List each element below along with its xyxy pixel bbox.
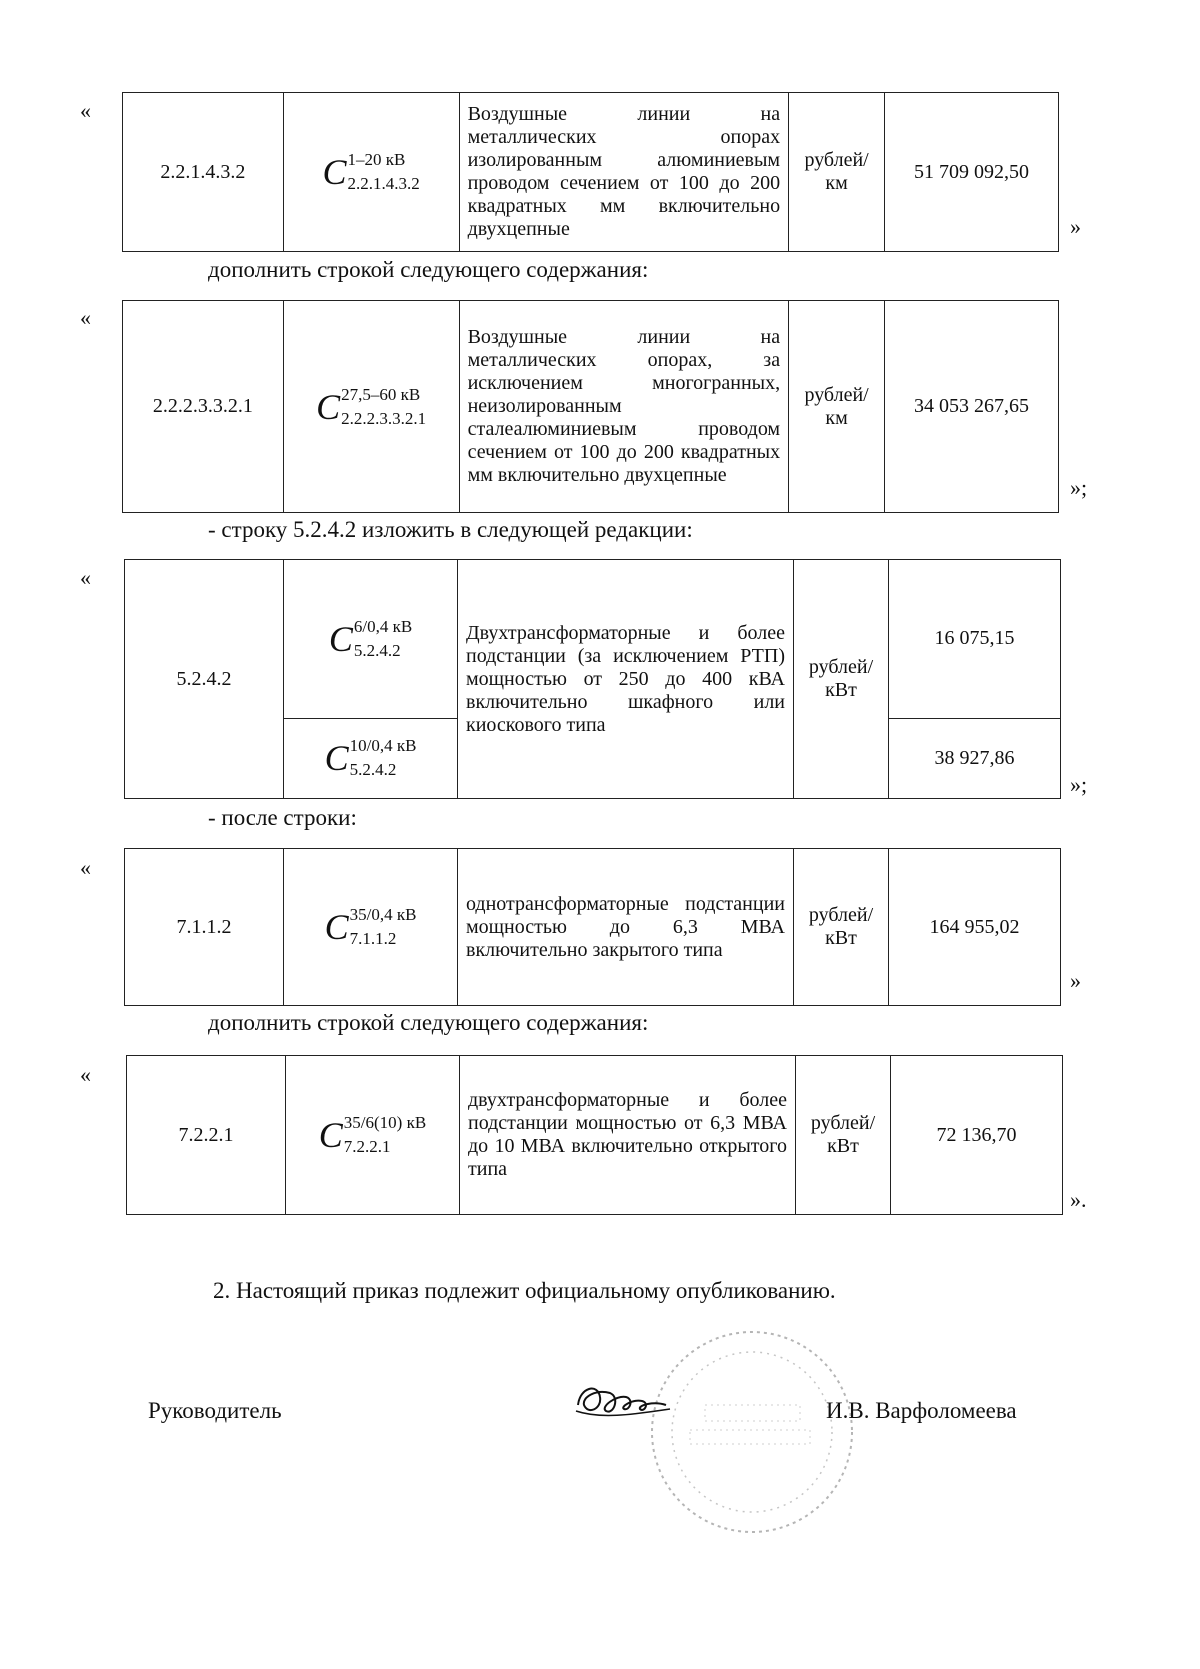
closing-quote: » xyxy=(1070,968,1081,993)
rate-symbol: C 6/0,4 кВ 5.2.4.2 xyxy=(284,560,458,719)
rate-symbol: C 1–20 кВ 2.2.1.4.3.2 xyxy=(283,93,459,252)
instruction-edit-row: - строку 5.2.4.2 изложить в следующей редакции: xyxy=(208,517,693,542)
opening-quote: « xyxy=(80,565,91,590)
row-code: 2.2.2.3.3.2.1 xyxy=(123,301,284,513)
row-price: 51 709 092,50 xyxy=(885,93,1059,252)
table-row xyxy=(123,93,1059,252)
row-price: 164 955,02 xyxy=(889,849,1061,1006)
opening-quote: « xyxy=(80,855,91,880)
table-row xyxy=(125,560,1061,719)
official-seal xyxy=(645,1325,860,1540)
tariff-table-2 xyxy=(122,300,1059,513)
tariff-table-5 xyxy=(126,1055,1063,1215)
rate-symbol: C 35/6(10) кВ 7.2.2.1 xyxy=(286,1056,460,1215)
opening-quote: « xyxy=(80,98,91,123)
tariff-table-4 xyxy=(124,848,1061,1006)
opening-quote: « xyxy=(80,1062,91,1087)
row-code: 7.2.2.1 xyxy=(127,1056,286,1215)
row-description: Воздушные линии на металлических опорах, за исключением многогранных, неизолированным сталеалюминиевым проводом сечением от 100 до 200 квадратных мм включительно двухцепные xyxy=(459,301,789,513)
closing-quote: »; xyxy=(1070,475,1088,500)
row-unit: рублей/ км xyxy=(789,93,885,252)
rate-symbol: C 35/0,4 кВ 7.1.1.2 xyxy=(284,849,458,1006)
row-description: Двухтрансформаторные и более подстанции (за исключением РТП) мощностью от 250 до 400 кВА включительно шкафного или киоскового типа xyxy=(458,560,794,799)
handwritten-signature xyxy=(570,1375,680,1430)
paragraph-publication: 2. Настоящий приказ подлежит официальному опубликованию. xyxy=(213,1278,836,1303)
table-row xyxy=(123,301,1059,513)
row-unit: рублей/ кВт xyxy=(794,560,889,799)
row-unit: рублей/ кВт xyxy=(796,1056,891,1215)
row-description: Воздушные линии на металлических опорах изолированным алюминиевым проводом сечением от 100 до 200 квадратных мм включительно двухцепные xyxy=(459,93,789,252)
row-code: 2.2.1.4.3.2 xyxy=(123,93,284,252)
closing-quote: »; xyxy=(1070,772,1088,797)
signatory-position: Руководитель xyxy=(148,1398,282,1423)
tariff-table-1 xyxy=(122,92,1059,252)
signatory-name: И.В. Варфоломеева xyxy=(826,1398,1017,1423)
row-unit: рублей/ кВт xyxy=(794,849,889,1006)
instruction-after-row: - после строки: xyxy=(208,805,357,830)
table-row xyxy=(127,1056,1063,1215)
row-code: 7.1.1.2 xyxy=(125,849,284,1006)
tariff-table-3 xyxy=(124,559,1061,799)
instruction-add-row: дополнить строкой следующего содержания: xyxy=(208,1010,649,1035)
row-description: однотрансформаторные подстанции мощностью до 6,3 МВА включительно закрытого типа xyxy=(458,849,794,1006)
row-price: 16 075,15 xyxy=(889,560,1061,719)
rate-symbol: C 27,5–60 кВ 2.2.2.3.3.2.1 xyxy=(283,301,459,513)
closing-quote: ». xyxy=(1070,1187,1087,1212)
row-price: 72 136,70 xyxy=(891,1056,1063,1215)
row-price: 34 053 267,65 xyxy=(885,301,1059,513)
row-code: 5.2.4.2 xyxy=(125,560,284,799)
row-price: 38 927,86 xyxy=(889,718,1061,798)
instruction-add-row: дополнить строкой следующего содержания: xyxy=(208,257,649,282)
rate-symbol: C 10/0,4 кВ 5.2.4.2 xyxy=(284,718,458,798)
row-unit: рублей/ км xyxy=(789,301,885,513)
row-description: двухтрансформаторные и более подстанции мощностью от 6,3 МВА до 10 МВА включительно открытого типа xyxy=(460,1056,796,1215)
opening-quote: « xyxy=(80,305,91,330)
closing-quote: » xyxy=(1070,214,1081,239)
table-row xyxy=(125,849,1061,1006)
